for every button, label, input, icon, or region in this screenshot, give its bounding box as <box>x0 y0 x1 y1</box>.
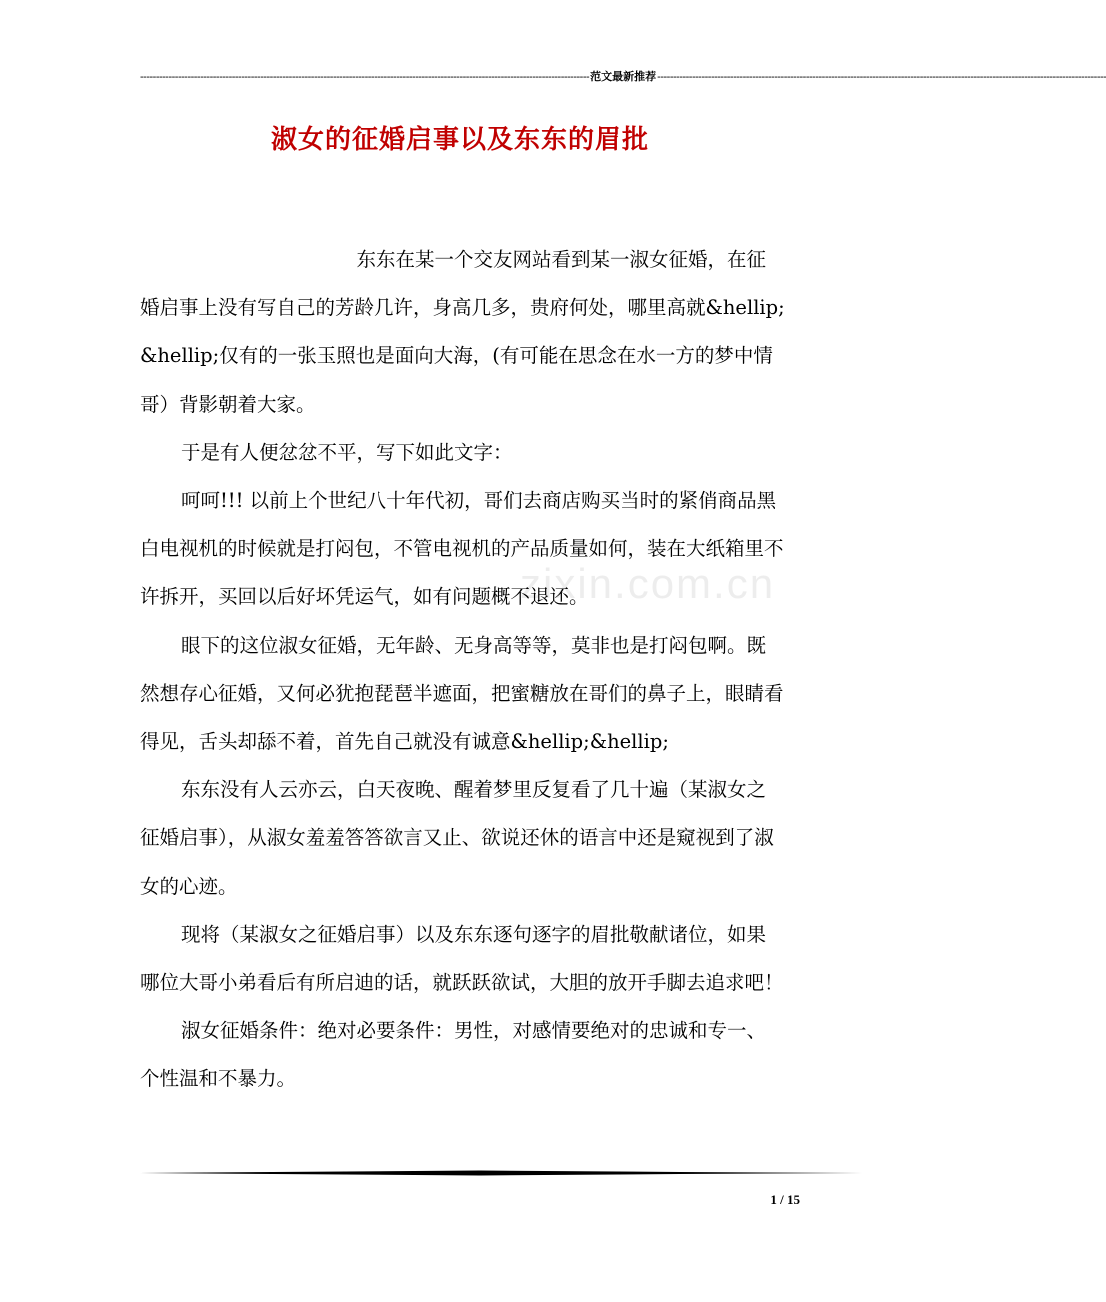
header-label: 范文最新推荐 <box>590 71 657 83</box>
paragraph: 东东在某一个交友网站看到某一淑女征婚，在征婚启事上没有写自己的芳龄几许，身高几多，贵府何处，哪里高就&hellip;&hellip;仅有的一张玉照也是面向大海，(有可能在思念在水一方的梦中情哥）背影朝着大家。 <box>140 248 785 416</box>
paragraph: 眼下的这位淑女征婚，无年龄、无身高等等，莫非也是打闷包啊。既然想存心征婚，又何必犹抱琵琶半遮面，把蜜糖放在哥们的鼻子上，眼睛看得见，舌头却舔不着，首先自己就没有诚意&hellip;&hellip; <box>140 633 784 754</box>
document-title: 淑女的征婚启事以及东东的眉批 <box>270 125 649 155</box>
watermark: zixin.com.cn <box>520 560 776 607</box>
paragraph: 淑女征婚条件：绝对必要条件：男性，对感情要绝对的忠诚和专一、个性温和不暴力。 <box>140 1019 766 1091</box>
document-body <box>140 236 785 1104</box>
paragraph: 现将（某淑女之征婚启事）以及东东逐句逐字的眉批敬献诸位，如果哪位大哥小弟看后有所启迪的话，就跃跃欲试，大胆的放开手脚去追求吧！ <box>140 922 784 995</box>
paragraph: 于是有人便忿忿不平，写下如此文字： <box>180 440 513 464</box>
paragraph: 东东没有人云亦云，白天夜晚、醒着梦里反复看了几十遍（某淑女之征婚启事），从淑女羞羞答答欲言又止、欲说还休的语言中还是窥视到了淑女的心迹。 <box>140 778 774 898</box>
header-dash-left: ---------------------------------------------------------------------------------------------------------------------------------------------- <box>140 71 590 83</box>
paragraph: 呵呵!!! 以前上个世纪八十年代初，哥们去商店购买当时的紧俏商品黑白电视机的时候就是打闷包，不管电视机的产品质量如何，装在大纸箱里不许拆开，买回以后好坏凭运气，如有问题概不退还。 <box>140 489 784 609</box>
header-rule <box>140 70 1106 84</box>
header-dash-right: ---------------------------------------------------------------------------------------------------------------------------------------------- <box>657 71 1106 83</box>
page-number: 1 / 15 <box>770 1192 800 1207</box>
footer-rule <box>140 1170 862 1178</box>
